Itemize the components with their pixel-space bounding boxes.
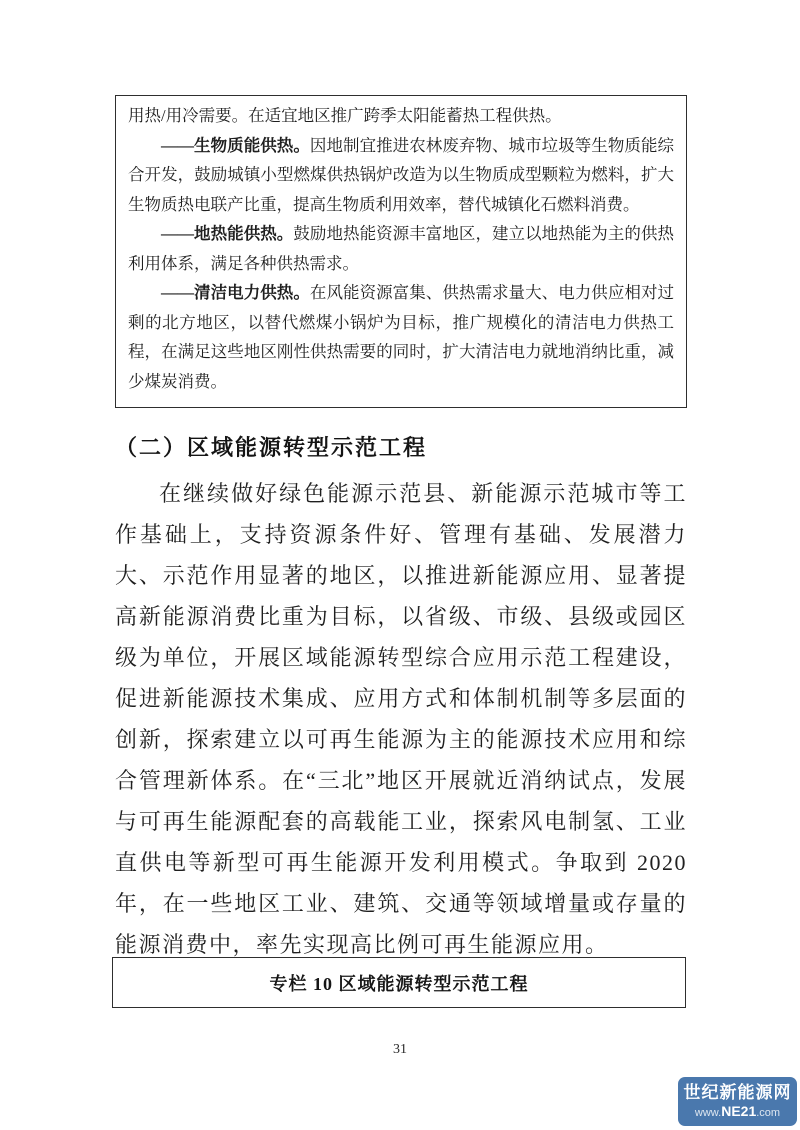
ne21-logo-url-suffix: .com	[756, 1106, 781, 1119]
ne21-logo-name: 世纪新能源网	[683, 1083, 792, 1103]
ne21-logo-url	[695, 1103, 780, 1120]
ne21-logo	[678, 1077, 797, 1126]
callout-paragraph	[128, 219, 674, 278]
callout-paragraph	[128, 131, 674, 220]
callout-paragraph-text: 在风能资源富集、供热需求量大、电力供应相对过剩的北方地区，以替代燃煤小锅炉为目标，推广规模化的清洁电力供热工程，在满足这些地区刚性供热需要的同时，扩大清洁电力就地消纳比重，减少煤炭消费。	[128, 283, 675, 391]
callout-paragraph-text: 因地制宜推进农林废弃物、城市垃圾等生物质能综合开发，鼓励城镇小型燃煤供热锅炉改造为以生物质成型颗粒为燃料，扩大生物质热电联产比重，提高生物质利用效率，替代城镇化石燃料消费。	[128, 135, 675, 214]
callout-paragraph	[128, 278, 674, 396]
callout-paragraph	[128, 101, 674, 131]
callout-term-biomass-heating: ——生物质能供热。	[161, 135, 310, 155]
ne21-logo-url-mid: NE21	[721, 1102, 757, 1119]
body-paragraph: 在继续做好绿色能源示范县、新能源示范城市等工作基础上，支持资源条件好、管理有基础、发展潜力大、示范作用显著的地区，以推进新能源应用、显著提高新能源消费比重为目标，以省级、市级、县级或园区级为单位，开展区域能源转型综合应用示范工程建设，促进新能源技术集成、应用方式和体制机制等多层面的创新，探索建立以可再生能源为主的能源技术应用和综合管理新体系。在“三北”地区开展就近消纳试点，发展与可再生能源配套的高载能工业，探索风电制氢、工业直供电等新型可再生能源开发利用模式。争取到 2020 年，在一些地区工业、建筑、交通等领域增量或存量的能源消费中，率先实现高比例可再生能源应用。	[115, 481, 687, 957]
section-heading: （二）区域能源转型示范工程	[115, 435, 428, 460]
callout-box-heating	[115, 95, 687, 408]
ne21-logo-url-prefix: www.	[694, 1106, 722, 1119]
callout-paragraph-text: 用热/用冷需要。在适宜地区推广跨季太阳能蓄热工程供热。	[128, 106, 562, 125]
column-box-10	[112, 957, 686, 1008]
callout-term-geothermal-heating: ——地热能供热。	[161, 224, 294, 243]
page-number: 31	[393, 1042, 407, 1057]
callout-term-clean-power-heating: ——清洁电力供热。	[161, 283, 310, 302]
column-box-title: 专栏 10 区域能源转型示范工程	[269, 973, 529, 994]
callout-paragraph-text: 鼓励地热能资源丰富地区，建立以地热能为主的供热利用体系，满足各种供热需求。	[128, 224, 675, 273]
